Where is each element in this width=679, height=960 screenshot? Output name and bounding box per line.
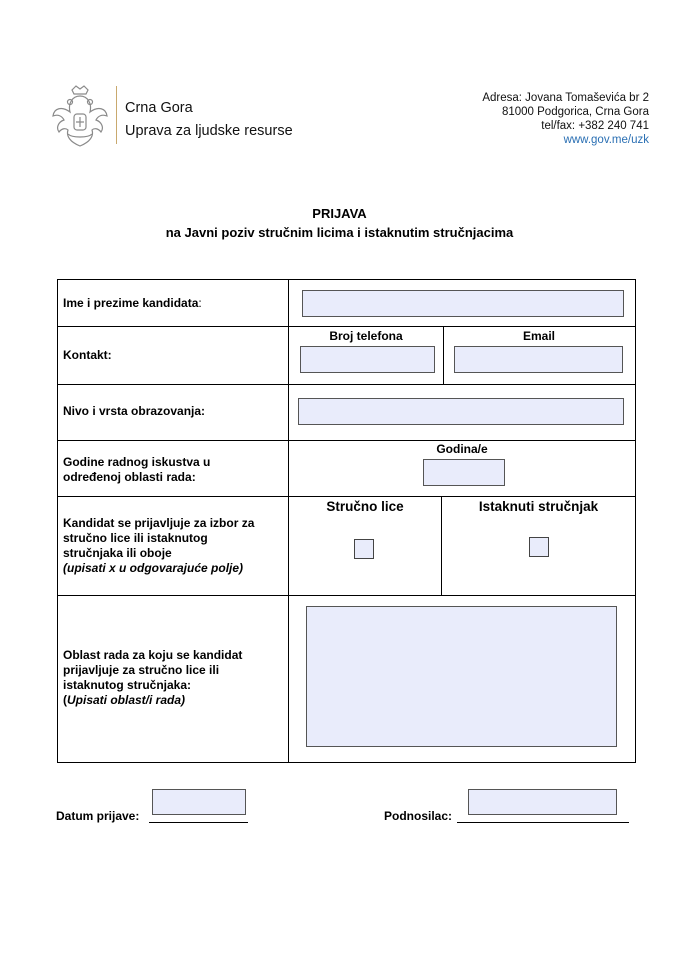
montenegro-coat-of-arms-icon [50, 84, 110, 150]
education-label: Nivo i vrsta obrazovanja: [63, 404, 206, 418]
applicant-underline [457, 822, 629, 823]
date-field[interactable] [152, 789, 246, 815]
row-divider [57, 496, 635, 497]
column-divider [288, 279, 289, 762]
years-column-header: Godina/e [436, 442, 488, 456]
website-link[interactable]: www.gov.me/uzk [563, 134, 649, 146]
document-title: PRIJAVA [312, 206, 367, 221]
email-column-header: Email [522, 329, 555, 343]
applicant-signature-field[interactable] [468, 789, 617, 815]
area-of-work-label: Oblast rada za koju se kandidat prijavljuje za stručno lice ili istaknutog stručnjaka: (Upisati oblast/i rada) [63, 648, 243, 707]
date-underline [149, 822, 248, 823]
experience-label: Godine radnog iskustva u određenoj oblasti rada: [63, 455, 211, 484]
row-divider [57, 384, 635, 385]
document-subtitle: na Javni poziv stručnim licima i istaknutim stručnjacima [165, 225, 514, 240]
education-field[interactable] [298, 398, 624, 425]
applicant-label: Podnosilac: [384, 809, 453, 823]
expert-person-checkbox[interactable] [354, 539, 374, 559]
phone-field[interactable] [300, 346, 435, 373]
area-of-work-textarea[interactable] [306, 606, 617, 747]
address-city: 81000 Podgorica, Crna Gora [501, 106, 649, 118]
contact-label: Kontakt: [63, 348, 112, 362]
row-divider [57, 595, 635, 596]
role-choice-label: Kandidat se prijavljuje za izbor za stručno lice ili istaknutog stručnjaka ili oboje (upisati x u odgovarajuće polje) [63, 516, 255, 575]
address-street: Adresa: Jovana Tomaševića br 2 [482, 92, 649, 104]
address-phone: tel/fax: +382 240 741 [541, 120, 649, 132]
org-unit: Uprava za ljudske resurse [125, 123, 293, 139]
row-divider [57, 440, 635, 441]
expert-person-column-header: Stručno lice [326, 499, 404, 514]
distinguished-expert-checkbox[interactable] [529, 537, 549, 557]
phone-column-header: Broj telefona [329, 329, 403, 343]
header-divider [116, 86, 117, 144]
row-divider [57, 326, 635, 327]
full-name-field[interactable] [302, 290, 624, 317]
email-field[interactable] [454, 346, 623, 373]
full-name-label: Ime i prezime kandidata: [63, 296, 202, 310]
distinguished-expert-column-header: Istaknuti stručnjak [478, 499, 599, 514]
date-label: Datum prijave: [56, 809, 140, 823]
org-name: Crna Gora [125, 100, 193, 116]
years-field[interactable] [423, 459, 505, 486]
